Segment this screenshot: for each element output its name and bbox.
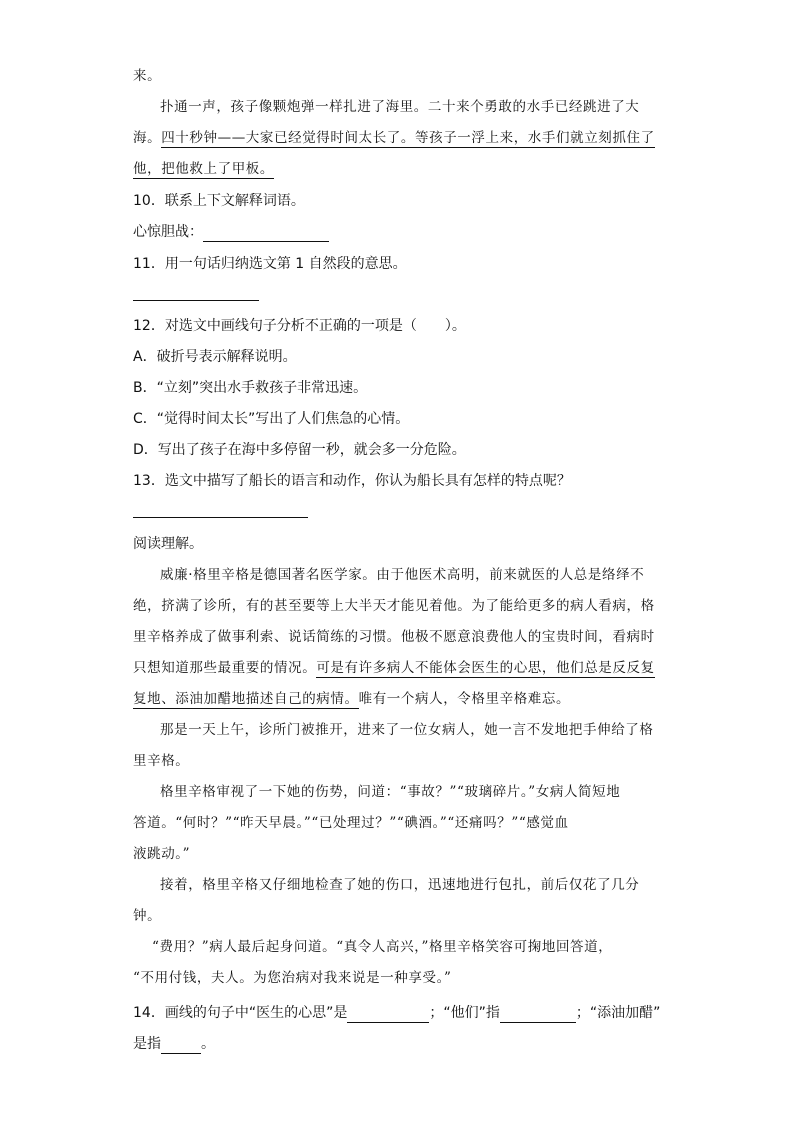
question-13-title: 13．选文中描写了船长的语言和动作，你认为船长具有怎样的特点呢？ — [133, 473, 571, 489]
question-14-text: ；“添油加醋” — [575, 1005, 661, 1021]
passage2-line: “费用？”病人最后起身问道。“真令人高兴，”格里辛格笑容可掬地回答道， — [152, 939, 613, 955]
underlined-sentence: 四十秒钟——大家已经觉得时间太长了。等孩子一浮上来，水手们就立刻抓住了 — [161, 130, 655, 146]
question-12-title: 12．对选文中画线句子分析不正确的一项是（ ）。 — [133, 318, 466, 334]
question-14-text: ；“他们”指 — [429, 1005, 500, 1021]
passage2-line: 里辛格养成了做事利索、说话简练的习惯。他极不愿意浪费他人的宝贵时间，看病时 — [133, 629, 655, 645]
answer-line[interactable] — [133, 300, 259, 301]
answer-blank[interactable] — [500, 1006, 576, 1023]
underlined-sentence: 可是有许多病人不能体会医生的心思，他们总是反反复 — [316, 660, 655, 676]
question-14-row-2 — [133, 1034, 215, 1054]
passage2-line — [133, 658, 655, 678]
question-11-title: 11．用一句话归纳选文第 1 自然段的意思。 — [133, 256, 407, 272]
passage2-line: 液跳动。” — [133, 846, 191, 862]
passage1-text: 海。 — [133, 130, 162, 146]
passage2-line: 威廉·格里辛格是德国著名医学家。由于他医术高明，前来就医的人总是络绎不 — [160, 567, 645, 583]
question-12-option-c: C．“觉得时间太长”写出了人们焦急的心情。 — [133, 411, 410, 427]
passage2-line: 钟。 — [133, 908, 162, 924]
passage2-line: 格里辛格审视了一下她的伤势，问道：“事故？”“玻璃碎片。”女病人简短地 — [160, 784, 621, 800]
answer-blank[interactable] — [347, 1006, 429, 1023]
answer-line[interactable] — [133, 517, 308, 518]
answer-blank[interactable] — [161, 1037, 201, 1054]
question-10-term: 心惊胆战： — [133, 224, 203, 240]
question-10-term-row — [133, 222, 329, 242]
underlined-sentence: 复地、添油加醋地描述自己的病情。 — [133, 691, 359, 707]
passage2-line: 那是一天上午，诊所门被推开，进来了一位女病人，她一言不发地把手伸给了格 — [160, 722, 654, 738]
section-heading: 阅读理解。 — [133, 536, 203, 552]
question-12-option-d: D．写出了孩子在海中多停留一秒，就会多一分危险。 — [133, 442, 466, 458]
underlined-sentence: 他，把他救上了甲板。 — [133, 161, 274, 177]
passage2-line: “不用付钱，夫人。为您治病对我来说是一种享受。” — [133, 970, 452, 986]
passage2-line: 里辛格。 — [133, 753, 190, 769]
answer-blank[interactable] — [203, 225, 329, 242]
passage1-line — [133, 128, 655, 148]
passage1-line — [133, 159, 274, 179]
passage2-text: 只想知道那些最重要的情况。 — [133, 660, 317, 676]
passage2-line: 答道。“何时？”“昨天早晨。”“已处理过？”“碘酒。”“还痛吗？”“感觉血 — [133, 815, 569, 831]
question-14-row — [133, 1003, 660, 1023]
question-10-title: 10．联系上下文解释词语。 — [133, 193, 305, 209]
question-14-text: 。 — [201, 1036, 215, 1052]
passage2-line: 接着，格里辛格又仔细地检查了她的伤口，迅速地进行包扎，前后仅花了几分 — [160, 877, 640, 893]
passage2-text: 唯有一个病人，令格里辛格难忘。 — [358, 691, 571, 707]
question-12-option-b: B．“立刻”突出水手救孩子非常迅速。 — [133, 380, 368, 396]
passage1-line: 扑通一声，孩子像颗炮弹一样扎进了海里。二十来个勇敢的水手已经跳进了大 — [160, 99, 640, 115]
passage1-line: 来。 — [133, 68, 162, 84]
question-14-text: 14．画线的句子中“医生的心思”是 — [133, 1005, 348, 1021]
passage2-line: 绝，挤满了诊所，有的甚至要等上大半天才能见着他。为了能给更多的病人看病，格 — [133, 598, 655, 614]
question-12-option-a: A．破折号表示解释说明。 — [133, 349, 297, 365]
question-14-text: 是指 — [133, 1036, 161, 1052]
passage2-line — [133, 689, 570, 709]
